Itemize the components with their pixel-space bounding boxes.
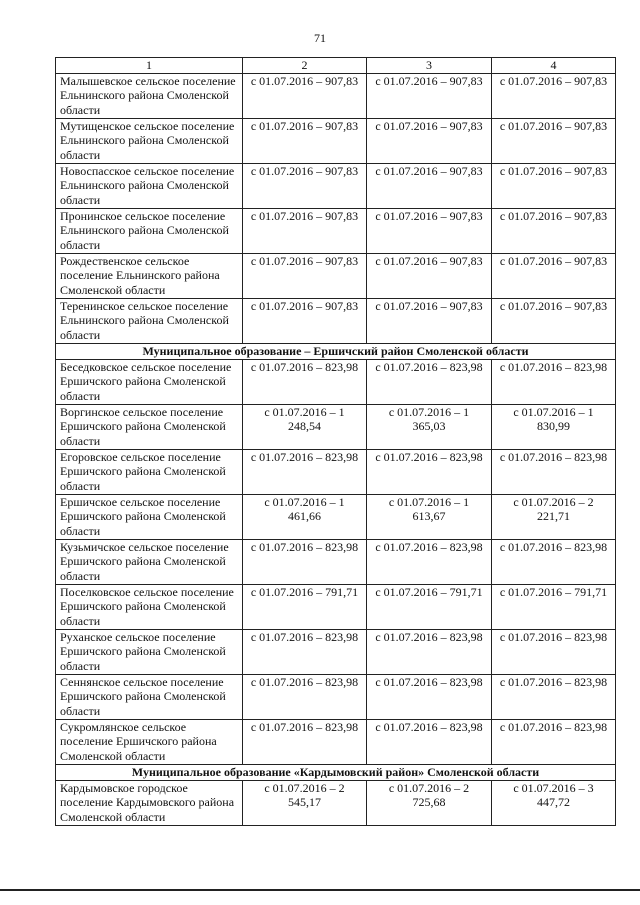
settlement-name-cell: Мутищенское сельское поселение Ельнинского района Смоленской области (56, 118, 243, 163)
table-row (56, 449, 616, 494)
value-cell-col3: с 01.07.2016 – 907,83 (367, 208, 492, 253)
section-title: Муниципальное образование – Ершичский район Смоленской области (56, 343, 616, 359)
settlement-name-cell: Сеннянское сельское поселение Ершичского района Смоленской области (56, 674, 243, 719)
value-cell-col3: с 01.07.2016 – 823,98 (367, 359, 492, 404)
page-number: 71 (314, 31, 326, 45)
settlement-name-cell: Кардымовское городское поселение Кардымовского района Смоленской области (56, 780, 243, 825)
table-row (56, 208, 616, 253)
value-cell-col2: с 01.07.2016 – 2 545,17 (243, 780, 367, 825)
settlement-name-cell: Рождественское сельское поселение Ельнинского района Смоленской области (56, 253, 243, 298)
value-cell-col2: с 01.07.2016 – 907,83 (243, 208, 367, 253)
value-cell-col2: с 01.07.2016 – 791,71 (243, 584, 367, 629)
value-cell-col2: с 01.07.2016 – 823,98 (243, 449, 367, 494)
value-cell-col3: с 01.07.2016 – 823,98 (367, 719, 492, 764)
section-header-row (56, 343, 616, 359)
column-header-4: 4 (492, 58, 616, 74)
section-title: Муниципальное образование «Кардымовский район» Смоленской области (56, 764, 616, 780)
value-cell-col3: с 01.07.2016 – 2 725,68 (367, 780, 492, 825)
value-cell-col3: с 01.07.2016 – 1 613,67 (367, 494, 492, 539)
value-cell-col3: с 01.07.2016 – 907,83 (367, 253, 492, 298)
value-cell-col4: с 01.07.2016 – 1 830,99 (492, 404, 616, 449)
value-cell-col4: с 01.07.2016 – 907,83 (492, 253, 616, 298)
table-row (56, 719, 616, 764)
bottom-divider (0, 889, 640, 891)
table-row (56, 494, 616, 539)
table-row (56, 118, 616, 163)
value-cell-col2: с 01.07.2016 – 907,83 (243, 253, 367, 298)
value-cell-col4: с 01.07.2016 – 823,98 (492, 359, 616, 404)
value-cell-col4: с 01.07.2016 – 907,83 (492, 118, 616, 163)
tariff-table (55, 57, 616, 826)
settlement-name-cell: Кузьмичское сельское поселение Ершичского района Смоленской области (56, 539, 243, 584)
value-cell-col4: с 01.07.2016 – 907,83 (492, 163, 616, 208)
settlement-name-cell: Воргинское сельское поселение Ершичского района Смоленской области (56, 404, 243, 449)
value-cell-col3: с 01.07.2016 – 823,98 (367, 629, 492, 674)
value-cell-col2: с 01.07.2016 – 907,83 (243, 118, 367, 163)
settlement-name-cell: Теренинское сельское поселение Ельнинского района Смоленской области (56, 298, 243, 343)
value-cell-col2: с 01.07.2016 – 907,83 (243, 73, 367, 118)
table-row (56, 539, 616, 584)
value-cell-col2: с 01.07.2016 – 1 461,66 (243, 494, 367, 539)
value-cell-col3: с 01.07.2016 – 907,83 (367, 298, 492, 343)
table-body (56, 73, 616, 825)
value-cell-col2: с 01.07.2016 – 823,98 (243, 719, 367, 764)
settlement-name-cell: Поселковское сельское поселение Ершичского района Смоленской области (56, 584, 243, 629)
value-cell-col4: с 01.07.2016 – 823,98 (492, 449, 616, 494)
value-cell-col4: с 01.07.2016 – 791,71 (492, 584, 616, 629)
table-row (56, 73, 616, 118)
column-header-3: 3 (367, 58, 492, 74)
value-cell-col2: с 01.07.2016 – 823,98 (243, 359, 367, 404)
value-cell-col3: с 01.07.2016 – 791,71 (367, 584, 492, 629)
value-cell-col4: с 01.07.2016 – 823,98 (492, 539, 616, 584)
section-header-row (56, 764, 616, 780)
value-cell-col4: с 01.07.2016 – 907,83 (492, 73, 616, 118)
settlement-name-cell: Беседковское сельское поселение Ершичского района Смоленской области (56, 359, 243, 404)
value-cell-col2: с 01.07.2016 – 907,83 (243, 298, 367, 343)
value-cell-col2: с 01.07.2016 – 1 248,54 (243, 404, 367, 449)
table-row (56, 584, 616, 629)
settlement-name-cell: Егоровское сельское поселение Ершичского района Смоленской области (56, 449, 243, 494)
value-cell-col3: с 01.07.2016 – 1 365,03 (367, 404, 492, 449)
settlement-name-cell: Новоспасское сельское поселение Ельнинского района Смоленской области (56, 163, 243, 208)
value-cell-col3: с 01.07.2016 – 907,83 (367, 118, 492, 163)
value-cell-col4: с 01.07.2016 – 823,98 (492, 674, 616, 719)
table-header-row (56, 58, 616, 74)
settlement-name-cell: Пронинское сельское поселение Ельнинского района Смоленской области (56, 208, 243, 253)
value-cell-col3: с 01.07.2016 – 823,98 (367, 674, 492, 719)
settlement-name-cell: Малышевское сельское поселение Ельнинского района Смоленской области (56, 73, 243, 118)
table-row (56, 674, 616, 719)
value-cell-col4: с 01.07.2016 – 823,98 (492, 719, 616, 764)
column-header-2: 2 (243, 58, 367, 74)
table-row (56, 163, 616, 208)
settlement-name-cell: Сукромлянское сельское поселение Ершичского района Смоленской области (56, 719, 243, 764)
value-cell-col4: с 01.07.2016 – 2 221,71 (492, 494, 616, 539)
value-cell-col2: с 01.07.2016 – 823,98 (243, 629, 367, 674)
value-cell-col3: с 01.07.2016 – 907,83 (367, 163, 492, 208)
value-cell-col2: с 01.07.2016 – 823,98 (243, 539, 367, 584)
table-row (56, 404, 616, 449)
value-cell-col3: с 01.07.2016 – 823,98 (367, 449, 492, 494)
value-cell-col4: с 01.07.2016 – 907,83 (492, 208, 616, 253)
table-row (56, 780, 616, 825)
table-row (56, 629, 616, 674)
table-row (56, 359, 616, 404)
value-cell-col3: с 01.07.2016 – 907,83 (367, 73, 492, 118)
value-cell-col2: с 01.07.2016 – 907,83 (243, 163, 367, 208)
value-cell-col3: с 01.07.2016 – 823,98 (367, 539, 492, 584)
settlement-name-cell: Руханское сельское поселение Ершичского района Смоленской области (56, 629, 243, 674)
table-row (56, 253, 616, 298)
column-header-1: 1 (56, 58, 243, 74)
value-cell-col2: с 01.07.2016 – 823,98 (243, 674, 367, 719)
settlement-name-cell: Ершичское сельское поселение Ершичского района Смоленской области (56, 494, 243, 539)
value-cell-col4: с 01.07.2016 – 823,98 (492, 629, 616, 674)
table-row (56, 298, 616, 343)
value-cell-col4: с 01.07.2016 – 3 447,72 (492, 780, 616, 825)
value-cell-col4: с 01.07.2016 – 907,83 (492, 298, 616, 343)
